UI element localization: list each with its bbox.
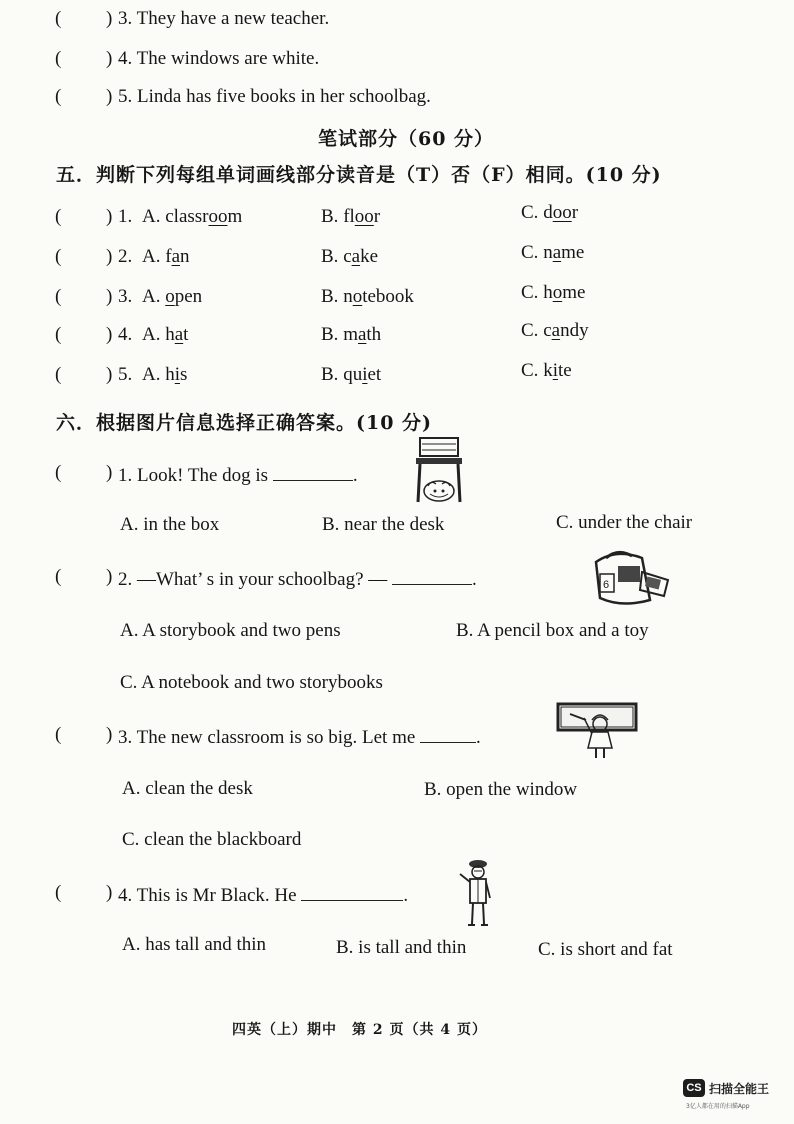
word-option-a [142,324,188,346]
girl-cleaning-blackboard-picture [556,702,638,760]
section-5-title: 五．判断下列每组单词画线部分读音是（T）否（F）相同。(10 分) [56,164,662,186]
word-part: c [343,246,352,267]
word-option-b [321,206,380,228]
word-part: pen [174,286,203,307]
row-number: 3. [118,286,133,307]
option-c: C. A notebook and two storybooks [120,672,383,693]
word-label: C. [521,242,539,263]
answer-paren-open: ( [55,48,62,69]
word-option-a [142,286,202,308]
mr-black-picture [456,858,496,928]
word-label: A. [142,364,161,385]
word-part: m [227,206,243,227]
question-number: 3. [118,727,133,748]
word-part: me [561,242,585,263]
scanner-tagline: 3亿人都在用的扫描App [686,1103,750,1110]
row-number: 4. [118,324,133,345]
statement-text: 3. They have a new teacher. [118,8,330,29]
word-part: d [543,202,553,223]
word-part: m [343,324,358,345]
word-option-a [142,246,190,268]
word-part: n [180,246,190,267]
svg-text:6: 6 [603,579,610,591]
answer-paren-close: ) [106,8,113,29]
word-label: B. [321,324,339,345]
underlined-letters: oo [208,206,228,227]
answer-paren-open: ( [55,462,62,483]
word-label: A. [142,206,161,227]
word-label: C. [521,282,539,303]
option-c: C. is short and fat [538,939,673,960]
answer-paren-close: ) [106,882,113,903]
word-part: r [373,206,381,227]
option-a: A. in the box [120,514,220,535]
underlined-letters: oo [354,206,374,227]
word-part: c [543,320,552,341]
word-option-c [521,360,572,382]
word-part: ke [360,246,378,267]
question-number: 2. [118,569,133,590]
row-number: 5. [118,364,133,385]
dog-under-chair-picture [408,436,470,504]
answer-paren-open: ( [55,286,62,307]
word-option-b [321,286,414,308]
option-c: C. clean the blackboard [122,829,302,850]
underlined-letters: a [171,246,180,267]
written-part-title: 笔试部分（60 分） [318,128,495,150]
page-footer: 四英（上）期中 第 2 页（共 4 页） [232,1022,487,1038]
option-a: A. has tall and thin [122,934,267,955]
row-number: 2. [118,246,133,267]
word-part: k [543,360,553,381]
answer-paren-close: ) [106,286,113,307]
word-label: C. [521,202,539,223]
underlined-letters: a [174,324,184,345]
word-label: B. [321,286,339,307]
answer-paren-open: ( [55,724,62,745]
option-b: B. near the desk [322,514,445,535]
option-a: A. clean the desk [122,778,253,799]
underlined-letters: a [551,320,561,341]
question-text: This is Mr Black. He [136,885,297,906]
underlined-letters: oo [552,202,572,223]
word-option-b [321,364,381,386]
statement-text: 4. The windows are white. [118,48,320,69]
answer-paren-open: ( [55,324,62,345]
answer-paren-open: ( [55,566,62,587]
underlined-letters: o [552,282,563,303]
question-number: 1. [118,465,133,486]
underlined-letters: a [357,324,367,345]
option-b: B. is tall and thin [336,937,467,958]
answer-paren-close: ) [106,462,113,483]
word-option-a [142,206,242,228]
underlined-letters: i [552,360,558,381]
row-number: 1. [118,206,133,227]
answer-blank [273,462,353,481]
answer-paren-close: ) [106,566,113,587]
answer-paren-open: ( [55,246,62,267]
camscanner-logo: CS [683,1079,705,1097]
answer-blank [392,566,472,585]
word-option-c [521,242,584,264]
word-part: h [165,324,175,345]
word-option-c [521,282,585,304]
word-label: C. [521,360,539,381]
scanner-app-name: 扫描全能王 [709,1082,770,1096]
word-option-c [521,320,589,342]
underlined-letters: o [352,286,363,307]
question-end: . [352,465,358,486]
word-label: A. [142,286,161,307]
word-label: C. [521,320,539,341]
answer-paren-open: ( [55,86,62,107]
answer-paren-open: ( [55,364,62,385]
word-part: t [183,324,189,345]
option-a: A. A storybook and two pens [120,620,341,641]
underlined-letters: a [351,246,361,267]
word-option-b [321,324,381,346]
answer-paren-close: ) [106,206,113,227]
answer-paren-close: ) [106,724,113,745]
question-text: —What’ s in your schoolbag? — [137,569,388,590]
option-b: B. A pencil box and a toy [456,620,649,641]
word-part: f [165,246,172,267]
answer-paren-open: ( [55,8,62,29]
section-6-title: 六．根据图片信息选择正确答案。(10 分) [56,412,433,434]
answer-paren-close: ) [106,324,113,345]
question-text: Look! The dog is [137,465,269,486]
word-part: ndy [560,320,589,341]
word-label: B. [321,364,339,385]
word-part: r [571,202,579,223]
answer-blank [301,882,403,901]
word-option-a [142,364,187,386]
option-c: C. under the chair [556,512,693,533]
answer-paren-close: ) [106,246,113,267]
word-part: th [366,324,382,345]
answer-paren-close: ) [106,48,113,69]
underlined-letters: o [165,286,175,307]
underlined-letters: i [362,364,368,385]
underlined-letters: i [174,364,181,385]
statement-text: 5. Linda has five books in her schoolbag. [118,86,431,107]
word-option-b [321,246,378,268]
question-end: . [472,569,477,590]
word-part: te [557,360,572,381]
question-text: The new classroom is so big. Let me [136,727,416,748]
answer-paren-open: ( [55,206,62,227]
question-end: . [476,727,481,748]
question-end: . [403,885,409,906]
word-part: h [543,282,553,303]
word-part: fl [343,206,355,227]
word-part: n [543,242,553,263]
word-label: B. [321,246,339,267]
word-part: tebook [362,286,414,307]
word-part: me [562,282,586,303]
word-part: s [180,364,188,385]
question-number: 4. [118,885,133,906]
answer-blank [420,724,476,743]
underlined-letters: a [552,242,562,263]
option-b: B. open the window [424,779,578,800]
answer-paren-close: ) [106,364,113,385]
word-part: classr [165,206,209,227]
answer-paren-close: ) [106,86,113,107]
word-part: et [367,364,382,385]
word-label: B. [321,206,339,227]
word-option-c [521,202,578,224]
word-part: qu [343,364,363,385]
word-label: A. [142,246,161,267]
answer-paren-open: ( [55,882,62,903]
word-part: h [165,364,175,385]
schoolbag-picture [588,548,676,606]
word-part: n [343,286,353,307]
word-label: A. [142,324,161,345]
